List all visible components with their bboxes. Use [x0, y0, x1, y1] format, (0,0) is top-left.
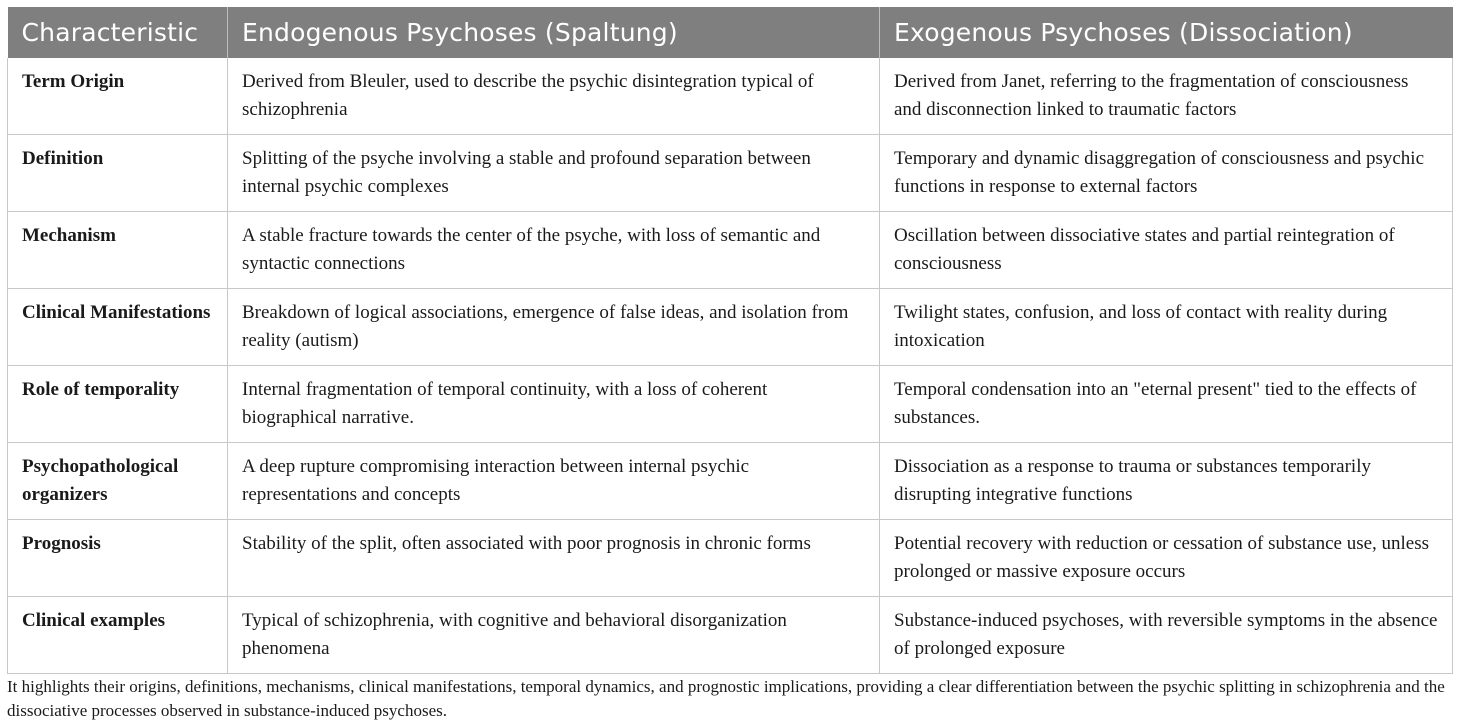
row-exogenous: Dissociation as a response to trauma or substances temporarily disrupting integrative functions	[880, 443, 1453, 520]
row-endogenous: Derived from Bleuler, used to describe the psychic disintegration typical of schizophrenia	[228, 58, 880, 135]
row-characteristic: Mechanism	[8, 212, 228, 289]
row-endogenous: A deep rupture compromising interaction between internal psychic representations and concepts	[228, 443, 880, 520]
row-characteristic: Definition	[8, 135, 228, 212]
row-exogenous: Twilight states, confusion, and loss of contact with reality during intoxication	[880, 289, 1453, 366]
row-endogenous: Internal fragmentation of temporal continuity, with a loss of coherent biographical narrative.	[228, 366, 880, 443]
row-exogenous: Temporal condensation into an "eternal present" tied to the effects of substances.	[880, 366, 1453, 443]
row-exogenous: Oscillation between dissociative states and partial reintegration of consciousness	[880, 212, 1453, 289]
header-row	[8, 7, 1453, 58]
row-endogenous: A stable fracture towards the center of the psyche, with loss of semantic and syntactic connections	[228, 212, 880, 289]
row-endogenous: Splitting of the psyche involving a stable and profound separation between internal psychic complexes	[228, 135, 880, 212]
row-characteristic: Prognosis	[8, 520, 228, 597]
row-characteristic: Clinical examples	[8, 597, 228, 674]
table-footnote: It highlights their origins, definitions, mechanisms, clinical manifestations, temporal dynamics, and prognostic implications, providing a clear differentiation between the psychic splitting in schizophrenia and the dissociative processes observed in substance-induced psychoses.	[7, 677, 1445, 720]
row-endogenous: Typical of schizophrenia, with cognitive and behavioral disorganization phenomena	[228, 597, 880, 674]
comparison-table	[7, 7, 1453, 674]
row-exogenous: Potential recovery with reduction or cessation of substance use, unless prolonged or massive exposure occurs	[880, 520, 1453, 597]
row-exogenous: Temporary and dynamic disaggregation of consciousness and psychic functions in response to external factors	[880, 135, 1453, 212]
table-row	[8, 58, 1453, 135]
table-row	[8, 289, 1453, 366]
row-endogenous: Stability of the split, often associated with poor prognosis in chronic forms	[228, 520, 880, 597]
table-row	[8, 597, 1453, 674]
comparison-table-container	[7, 7, 1452, 674]
table-row	[8, 135, 1453, 212]
table-row	[8, 520, 1453, 597]
row-endogenous: Breakdown of logical associations, emergence of false ideas, and isolation from reality (autism)	[228, 289, 880, 366]
table-row	[8, 443, 1453, 520]
header-characteristic: Characteristic	[8, 7, 228, 58]
header-endogenous: Endogenous Psychoses (Spaltung)	[228, 7, 880, 58]
table-row	[8, 366, 1453, 443]
row-characteristic: Clinical Manifestations	[8, 289, 228, 366]
row-characteristic: Role of temporality	[8, 366, 228, 443]
header-exogenous: Exogenous Psychoses (Dissociation)	[880, 7, 1453, 58]
table-header	[8, 7, 1453, 58]
table-row	[8, 212, 1453, 289]
row-exogenous: Derived from Janet, referring to the fragmentation of consciousness and disconnection linked to traumatic factors	[880, 58, 1453, 135]
row-characteristic: Psychopathological organizers	[8, 443, 228, 520]
table-body	[8, 58, 1453, 674]
row-characteristic: Term Origin	[8, 58, 228, 135]
row-exogenous: Substance-induced psychoses, with reversible symptoms in the absence of prolonged exposure	[880, 597, 1453, 674]
